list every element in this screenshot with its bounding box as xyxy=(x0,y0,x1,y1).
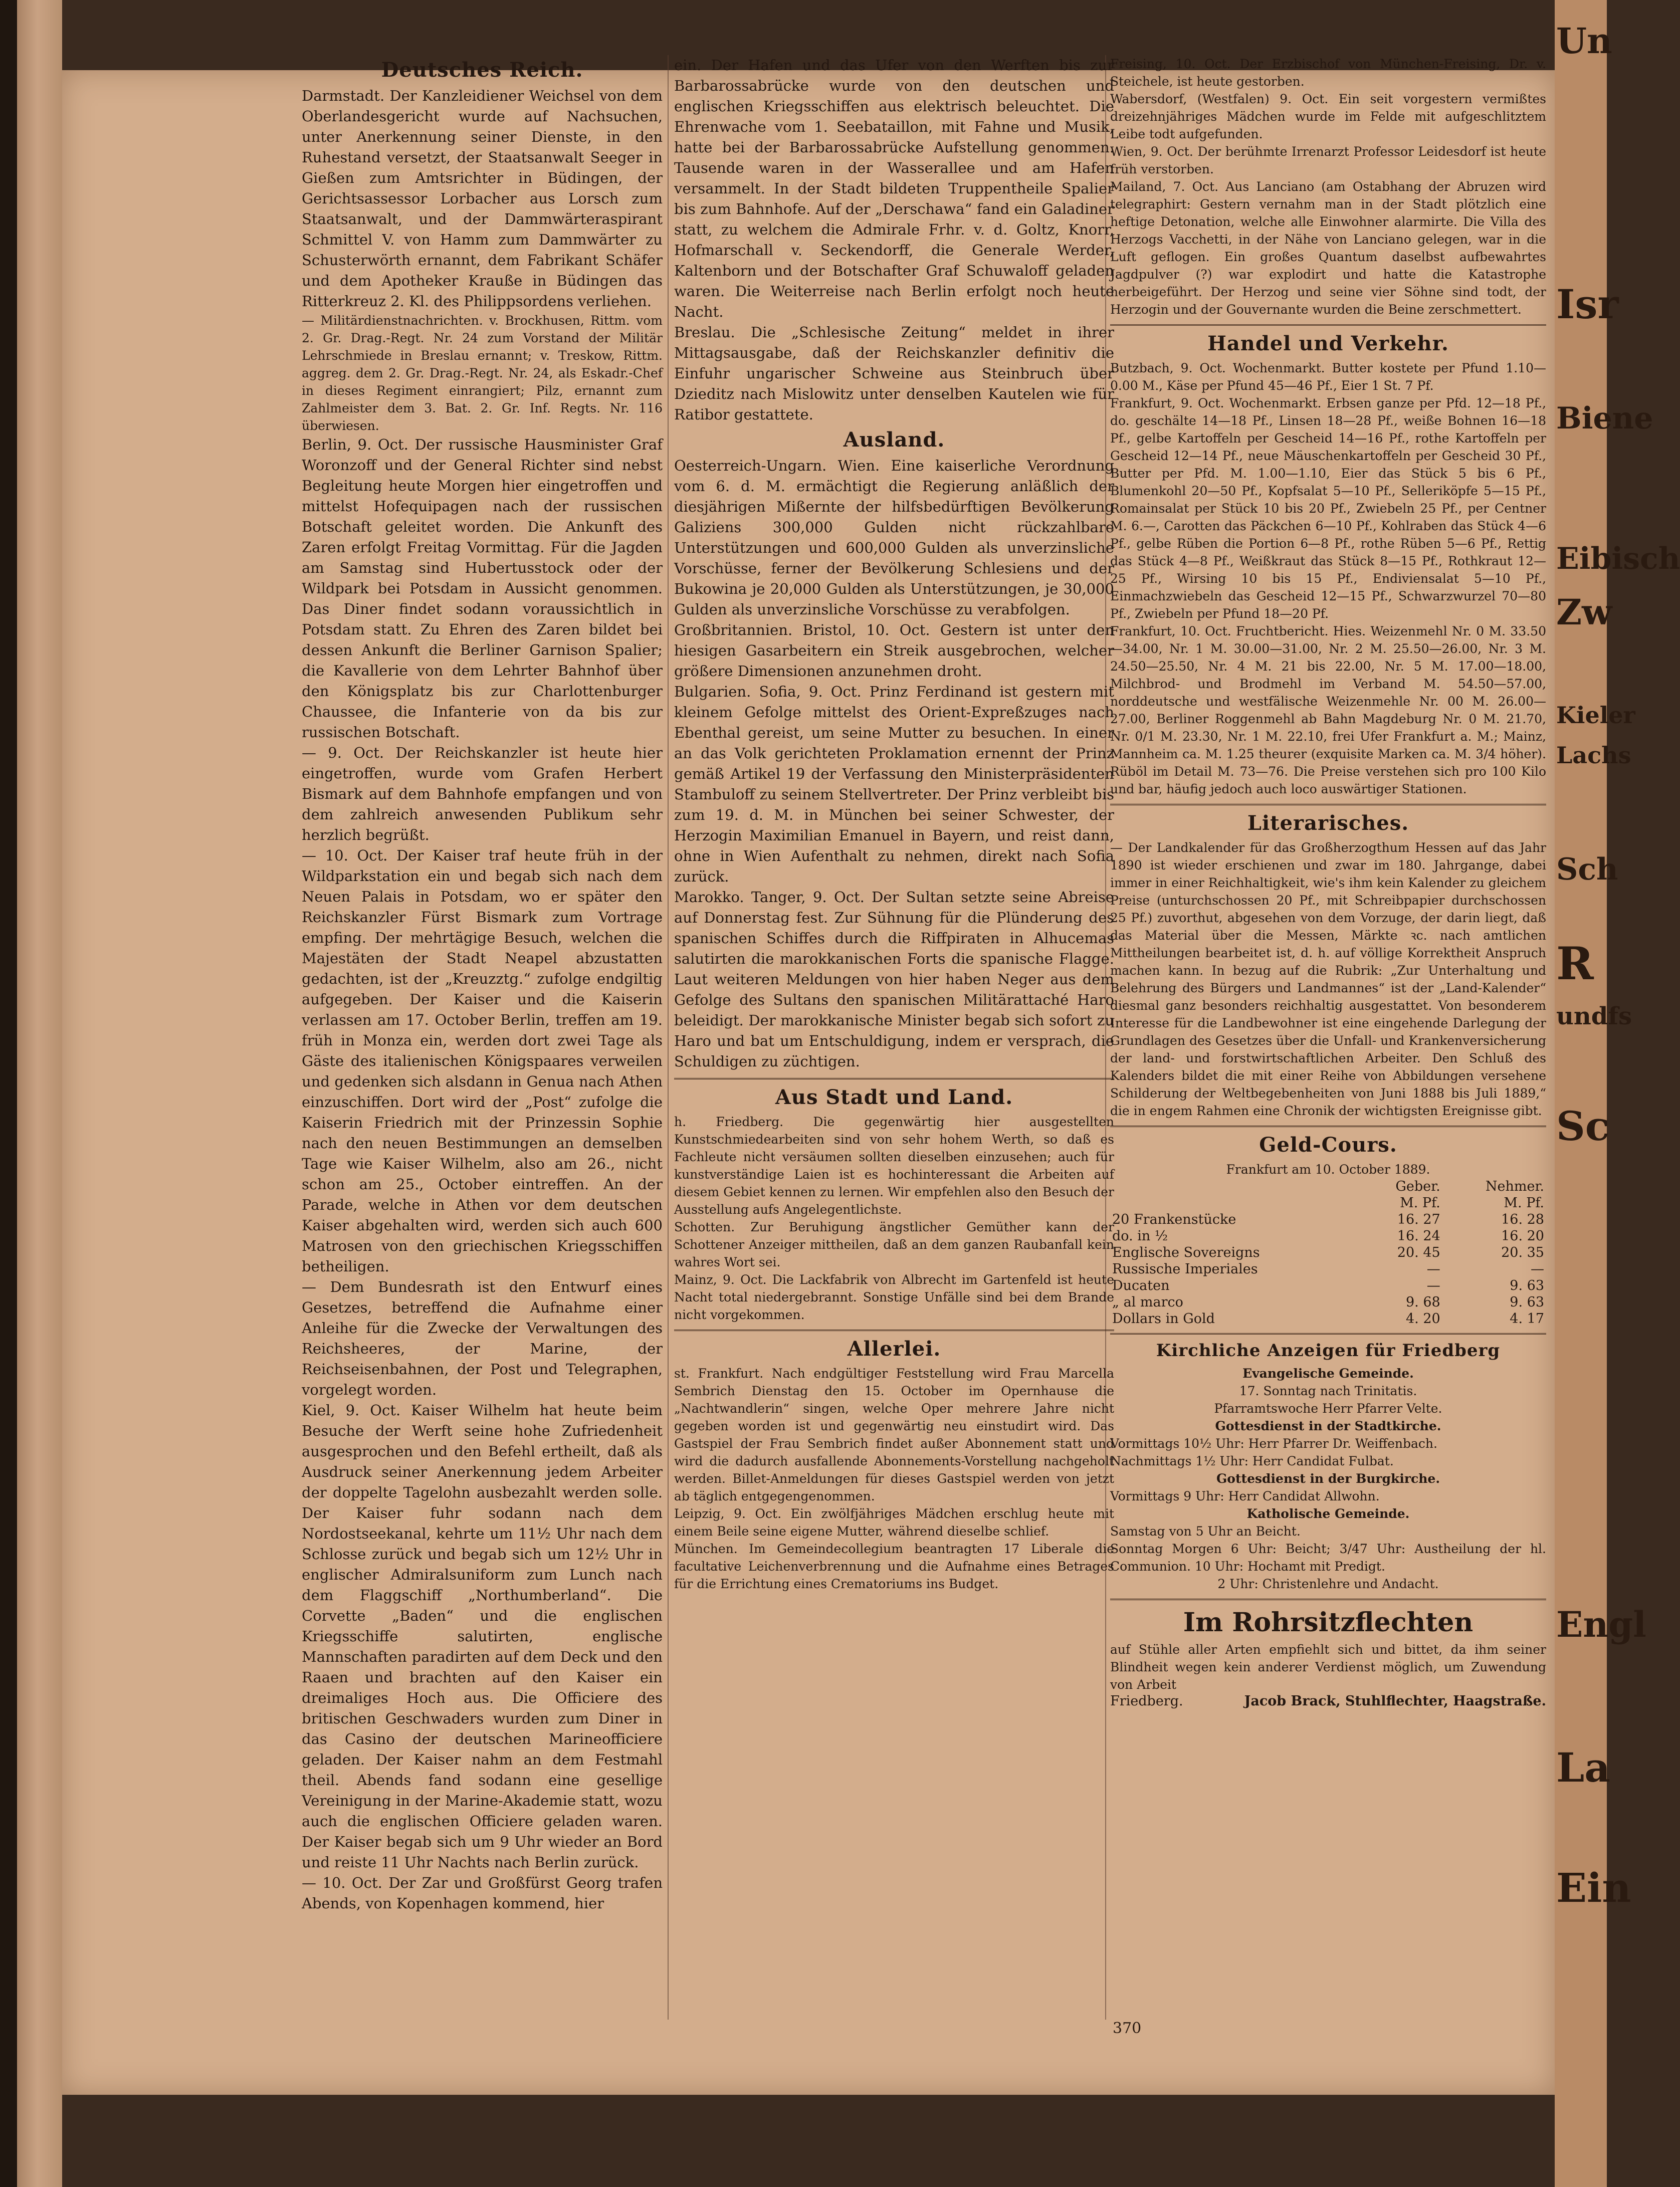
currency-name: do. in ½ xyxy=(1112,1228,1168,1244)
nehmer-value: 16. 28 xyxy=(1501,1212,1544,1227)
page-number: 370 xyxy=(1113,2020,1142,2037)
exchange-rate-table xyxy=(1110,1178,1546,1327)
binding-edge xyxy=(17,0,62,2187)
article-paragraph: Leipzig, 9. Oct. Ein zwölfjähriges Mädchen erschlug heute mit einem Beile seine eigene Mutter, während dieselbe schlief. xyxy=(674,1506,1114,1539)
unit-label: M. Pf. xyxy=(1400,1195,1440,1211)
section-heading-allerlei: Allerlei. xyxy=(847,1337,941,1361)
unit-label: M. Pf. xyxy=(1504,1195,1544,1211)
article-paragraph: — 9. Oct. Der Reichskanzler ist heute hier eingetroffen, wurde vom Grafen Herbert Bismark auf dem Bahnhofe empfangen und von dem zahlreich anwesenden Publikum sehr herzlich begrüßt. xyxy=(302,744,663,843)
adjacent-page-fragment: Lachs xyxy=(1556,742,1631,769)
article-paragraph: Wien, 9. Oct. Der berühmte Irrenarzt Professor Leidesdorf ist heute früh verstorben. xyxy=(1110,144,1546,176)
notice-line: Vormittags 9 Uhr: Herr Candidat Allwohn. xyxy=(1110,1489,1380,1503)
advertisement-text: auf Stühle aller Arten empfiehlt sich und bittet, da ihm seiner Blindheit wegen kein anderer Verdienst möglich, um Zuwendung von Arbeit xyxy=(1110,1642,1546,1692)
article-paragraph: st. Frankfurt. Nach endgültiger Feststellung wird Frau Marcella Sembrich Dienstag den 15. October im Opernhause die „Nachtwandlerin“ singen, welche Oper mehrere Jahre nicht gegeben worden ist und gegenwärtig neu einstudirt wird. Das Gastspiel der Frau Sembrich findet außer Abonnement statt und wird die dadurch ausfallende Abonnements-Vorstellung nachgeholt werden. Billet-Anmeldungen für dieses Gastspiel werden von jetzt ab täglich entgegengenommen. xyxy=(674,1366,1114,1503)
notice-line: Katholische Gemeinde. xyxy=(1246,1506,1410,1521)
nehmer-value: 4. 17 xyxy=(1510,1311,1544,1327)
notice-line: Evangelische Gemeinde. xyxy=(1242,1366,1414,1381)
article-paragraph: Oesterreich-Ungarn. Wien. Eine kaiserliche Verordnung vom 6. d. M. ermächtigt die Regierung anläßlich der diesjährigen Mißernte der hilfsbedürftigen Bevölkerung Galiziens 300,000 Gulden nicht rückzahlbare Unterstützungen und 600,000 Gulden als unverzinsliche Vorschüsse, ferner der Bevölkerung Schlesiens und der Bukowina je 20,000 Gulden als Unterstützungen, je 30,000 Gulden als unverzinsliche Vorschüsse zu verabfolgen. xyxy=(674,457,1114,618)
adjacent-page-fragment: undfs xyxy=(1556,1002,1632,1030)
section-divider xyxy=(1110,804,1546,805)
section-heading-kirchliche-anzeigen: Kirchliche Anzeigen für Friedberg xyxy=(1156,1341,1501,1361)
currency-name: Russische Imperiales xyxy=(1112,1261,1258,1277)
table-unit-row xyxy=(1110,1195,1546,1211)
article-paragraph: — Dem Bundesrath ist den Entwurf eines Gesetzes, betreffend die Aufnahme einer Anleihe für die Zwecke der Verwaltungen des Reichsheeres, der Marine, der Reichseisenbahnen, der Post und Telegraphen, vorgelegt worden. xyxy=(302,1278,663,1398)
geber-value: 16. 24 xyxy=(1397,1228,1440,1244)
book-spine xyxy=(0,0,17,2187)
section-heading-aus-stadt-und-land: Aus Stadt und Land. xyxy=(775,1085,1013,1109)
nehmer-value: 16. 20 xyxy=(1501,1228,1544,1244)
adjacent-page-fragment: Kieler xyxy=(1556,702,1635,729)
table-row xyxy=(1110,1277,1546,1294)
table-row xyxy=(1110,1261,1546,1277)
nehmer-value: 9. 63 xyxy=(1510,1278,1544,1293)
section-divider xyxy=(674,1330,1114,1331)
article-paragraph: Darmstadt. Der Kanzleidiener Weichsel von dem Oberlandesgericht wurde auf Nachsuchen, unter Anerkennung seiner Dienste, in den Ruhestand versetzt, der Staatsanwalt Seeger in Gießen zum Amtsrichter in Büdingen, der Gerichtsassessor Lorbacher aus Lorsch zum Staatsanwalt, und der Dammwärteraspirant Schmittel V. von Hamm zum Dammwärter zu Schusterwörth ernannt, dem Fabrikant Schäfer und dem Apotheker Krauße in Büdingen das Ritterkreuz 2. Kl. des Philippsordens verliehen. xyxy=(302,87,663,310)
adjacent-page-fragment: Biene xyxy=(1556,401,1653,436)
article-paragraph: Freising, 10. Oct. Der Erzbischof von München-Freising, Dr. v. Steichele, ist heute gestorben. xyxy=(1110,57,1546,89)
currency-name: Dollars in Gold xyxy=(1112,1311,1215,1327)
article-paragraph: — 10. Oct. Der Kaiser traf heute früh in der Wildparkstation ein und begab sich nach dem Neuen Palais in Potsdam, wo er später den Reichskanzler Fürst Bismark zum Vortrage empfing. Der mehrtägige Besuch, welchen die Majestäten der Stadt Neapel abzustatten gedachten, ist der „Kreuzztg.“ zufolge endgiltig aufgegeben. Der Kaiser und die Kaiserin verlassen am 17. October Berlin, treffen am 19. früh in Monza ein, werden dort zwei Tage als Gäste des italienischen Königspaares verweilen und gedenken sich alsdann in Genua nach Athen einzuschiffen. Dort wird der „Post“ zufolge die Kaiserin Friedrich mit der Prinzessin Sophie nach den neuen Bestimmungen an demselben Tage wie Kaiser Wilhelm, also am 26., nicht schon am 25., October eintreffen. An der Parade, welche in Athen vor dem deutschen Kaiser abgehalten wird, werden sich auch 600 Matrosen von den griechischen Kriegsschiffen betheiligen. xyxy=(302,847,663,1275)
notice-line: Vormittags 10½ Uhr: Herr Pfarrer Dr. Weiffenbach. xyxy=(1110,1436,1437,1451)
nehmer-value: 20. 35 xyxy=(1501,1245,1544,1260)
table-header-row xyxy=(1110,1178,1546,1195)
article-paragraph: Berlin, 9. Oct. Der russische Hausminister Graf Woronzoff und der General Richter sind nebst Begleitung heute Morgen hier eingetroffen und mittelst Hofequipagen nach der russischen Botschaft geleitet worden. Die Ankunft des Zaren erfolgt Freitag Vormittag. Für die Jagden am Samstag sind Hubertusstock oder der Wildpark bei Potsdam in Aussicht genommen. Das Diner findet sodann voraussichtlich in Potsdam statt. Zu Ehren des Zaren bildet bei dessen Ankunft die Berliner Garnison Spalier; die Kavallerie von dem Lehrter Bahnhof über den Königsplatz bis zur Charlottenburger Chaussee, die Infanterie von da bis zur russischen Botschaft. xyxy=(302,436,663,741)
adjacent-page-fragment: Isr xyxy=(1556,281,1619,328)
article-paragraph: Mailand, 7. Oct. Aus Lanciano (am Ostabhang der Abruzen wird telegraphirt: Gestern vernahm man in der Stadt plötzlich eine heftige Detonation, welche alle Einwohner alarmirte. Die Villa des Herzogs Vacchetti, in der Nähe von Lanciano gelegen, war in die Luft geflogen. Ein großes Quantum daselbst aufbewahrtes Jagdpulver (?) war explodirt und hatte die Katastrophe herbeigeführt. Der Herzog und seine vier Söhne sind todt, der Herzogin und der Gouvernante wurden die Beine zerschmettert. xyxy=(1110,179,1546,317)
table-row xyxy=(1110,1244,1546,1261)
section-heading-deutsches-reich: Deutsches Reich. xyxy=(381,58,583,82)
article-paragraph: Kiel, 9. Oct. Kaiser Wilhelm hat heute beim Besuche der Werft seine hohe Zufriedenheit ausgesprochen und den Befehl ertheilt, daß als Ausdruck seiner Anerkennung jedem Arbeiter der doppelte Tagelohn ausbezahlt werden solle. Der Kaiser fuhr sodann nach dem Nordostseekanal, kehrte um 11½ Uhr nach dem Schlosse zurück und begab sich um 12½ Uhr in englischer Admiralsuniform zum Lunch nach dem Flaggschiff „Northumberland“. Die Corvette „Baden“ und die englischen Kriegsschiffe salutirten, englische Mannschaften paradirten auf dem Deck und den Raaen und brachten auf den Kaiser ein dreimaliges Hoch aus. Die Officiere des britischen Geschwaders wurden zum Diner in das Casino der deutschen Marineofficiere geladen. Der Kaiser nahm an dem Festmahl theil. Abends fand sodann eine gesellige Vereinigung in der Marine-Akademie statt, wozu auch die englischen Officiere geladen waren. Der Kaiser begab sich um 9 Uhr wieder an Bord und reiste 11 Uhr Nachts nach Berlin zurück. xyxy=(302,1402,663,1871)
column-middle xyxy=(674,55,1114,1593)
column-left xyxy=(302,55,663,1914)
article-paragraph: München. Im Gemeindecollegium beantragten 17 Liberale die facultative Leichenverbrennung und die Aufnahme eines Betrages für die Errichtung eines Crematoriums ins Budget. xyxy=(674,1542,1114,1591)
currency-name: Ducaten xyxy=(1112,1278,1170,1293)
article-paragraph: Bulgarien. Sofia, 9. Oct. Prinz Ferdinand ist gestern mit kleinem Gefolge mittelst des Orient-Expreßzuges nach Ebenthal gereist, um seine Mutter zu besuchen. In einer an das Volk gerichteten Proklamation ernennt der Prinz gemäß Artikel 19 der Verfassung den Ministerpräsidenten Stambuloff zu seinem Stellvertreter. Der Prinz verbleibt bis zum 19. d. M. in München bei seiner Schwester, der Herzogin Maximilian Emanuel in Bayern, und reist dann, ohne in Wien Aufenthalt zu nehmen, direkt nach Sofia zurück. xyxy=(674,683,1114,885)
geber-value: — xyxy=(1426,1278,1440,1293)
notice-line: Gottesdienst in der Burgkirche. xyxy=(1216,1471,1440,1486)
adjacent-page-fragment: Zw xyxy=(1556,591,1612,633)
article-paragraph: — Der Landkalender für das Großherzogthum Hessen auf das Jahr 1890 ist wieder erschienen und zwar im 180. Jahrgange, dabei immer in einer Reichhaltigkeit, wie's ihm kein Kalender zu gleichem Preise (unturchschossen 20 Pf., mit Schreibpapier durchschossen 25 Pf.) zuvorthut, abgesehen von dem Vorzuge, der darin liegt, daß das Material über die Messen, Märkte ꝛc. nach amtlichen Mittheilungen bearbeitet ist, d. h. auf völlige Korrektheit Anspruch machen kann. In bezug auf die Rubrik: „Zur Unterhaltung und Belehrung des Bürgers und Landmannes“ ist der „Land-Kalender“ diesmal ganz besonders reichhaltig ausgestattet. Von besonderem Interesse für die Landbewohner ist eine eingehende Darlegung der Grundlagen des Gesetzes über die Unfall- und Krankenversicherung der land- und forstwirtschaftlichen Arbeiter. Den Schluß des Kalenders bildet die mit einer Reihe von Abbildungen versehene Schilderung der Weltbegebenheiten von Juni 1888 bis Juli 1889,“ die in engem Rahmen eine Chronik der wichtigsten Ereignisse gibt. xyxy=(1110,840,1546,1118)
adjacent-page-fragment: Eibisch xyxy=(1556,541,1680,576)
article-paragraph: — Militärdienstnachrichten. v. Brockhusen, Rittm. vom 2. Gr. Drag.-Regt. Nr. 24 zum Vorstand der Militär Lehrschmiede in Breslau ernannt; v. Treskow, Rittm. aggreg. dem 2. Gr. Drag.-Regt. Nr. 24, als Eskadr.-Chef in dieses Regiment einrangiert; Pilz, ernannt zum Zahlmeister dem 3. Bat. 2. Gr. Inf. Regts. Nr. 116 überwiesen. xyxy=(302,313,663,433)
advertisement-place: Friedberg. xyxy=(1110,1693,1183,1709)
article-paragraph: ein. Der Hafen und das Ufer von den Werften bis zur Barbarossabrücke wurde von den deutschen und englischen Kriegsschiffen aus elektrisch beleuchtet. Die Ehrenwache vom 1. Seebataillon, mit Fahne und Musik, hatte bei der Barbarossabrücke Aufstellung genommen. Tausende waren in der Wasserallee und am Hafen versammelt. In der Stadt bildeten Truppentheile Spalier bis zum Bahnhofe. Auf der „Derschawa“ fand ein Galadiner statt, zu welchem die Admirale Frhr. v. d. Goltz, Knorr, Hofmarschall v. Seckendorff, die Generale Werder, Kaltenborn und der Botschafter Graf Schuwaloff geladen waren. Die Weiterreise nach Berlin erfolgt noch heute Nacht. xyxy=(674,57,1114,320)
advertisement-name: Jacob Brack, Stuhlflechter, Haagstraße. xyxy=(1244,1693,1546,1709)
exchange-date: Frankfurt am 10. October 1889. xyxy=(1226,1162,1430,1177)
currency-name: Englische Sovereigns xyxy=(1112,1245,1260,1260)
geber-value: 16. 27 xyxy=(1397,1212,1440,1227)
article-paragraph: Frankfurt, 9. Oct. Wochenmarkt. Erbsen ganze per Pfd. 12—18 Pf., do. geschälte 14—18 Pf., Linsen 18—28 Pf., weiße Bohnen 16—18 Pf., gelbe Kartoffeln per Gescheid 14—16 Pf., rothe Kartoffeln per Gescheid 12—14 Pf., neue Mäuschenkartoffeln per Gescheid 30 Pf., Butter per Pfd. M. 1.00—1.10, Eier das Stück 5 bis 6 Pf., Blumenkohl 20—50 Pf., Kopfsalat 5—10 Pf., Selleriköpfe 5—15 Pf., Romainsalat per Stück 10 bis 20 Pf., Zwiebeln 25 Pf., per Centner M. 6.—, Carotten das Päckchen 6—10 Pf., Kohlraben das Stück 4—6 Pf., gelbe Rüben die Portion 6—8 Pf., rothe Rüben 5—6 Pf., Rettig das Stück 4—8 Pf., Weißkraut das Stück 8—15 Pf., Rothkraut 12—25 Pf., Wirsing 10 bis 15 Pf., Endiviensalat 5—10 Pf., Einmachzwiebeln das Gescheid 12—15 Pf., Schwarzwurzel 70—80 Pf., Zwiebeln per Pfund 18—20 Pf. xyxy=(1110,396,1546,621)
section-heading-literarisches: Literarisches. xyxy=(1247,811,1409,835)
article-paragraph: Mainz, 9. Oct. Die Lackfabrik von Albrecht im Gartenfeld ist heute Nacht total niedergebrannt. Sonstige Unfälle sind bei dem Brande nicht vorgekommen. xyxy=(674,1272,1114,1322)
notice-line: Pfarramtswoche Herr Pfarrer Velte. xyxy=(1214,1401,1442,1416)
article-paragraph: h. Friedberg. Die gegenwärtig hier ausgestellten Kunstschmiedearbeiten sind von sehr hohem Werth, so daß es Fachleute nicht versäumen sollten dieselben einzusehen; auch für kunstverständige Laien ist es hochinteressant die Arbeiten auf diesem Gebiet kennen zu lernen. Wir empfehlen also den Besuch der Ausstellung aufs Angelegentlichste. xyxy=(674,1115,1114,1217)
adjacent-page-fragment: Ein xyxy=(1556,1864,1631,1911)
adjacent-page-fragment: Engl xyxy=(1556,1604,1646,1645)
article-paragraph: Großbritannien. Bristol, 10. Oct. Gestern ist unter den hiesigen Gasarbeitern ein Streik ausgebrochen, welcher größere Dimensionen anzunehmen droht. xyxy=(674,621,1114,680)
notice-line: 17. Sonntag nach Trinitatis. xyxy=(1239,1384,1417,1398)
section-divider xyxy=(674,1078,1114,1079)
notice-line: Sonntag Morgen 6 Uhr: Beicht; 3/47 Uhr: Austheilung der hl. Communion. 10 Uhr: Hochamt mit Predigt. xyxy=(1110,1542,1546,1574)
table-row xyxy=(1110,1211,1546,1228)
column-rule-1 xyxy=(668,55,669,2020)
article-paragraph: Marokko. Tanger, 9. Oct. Der Sultan setzte seine Abreise auf Donnerstag fest. Zur Sühnung für die Plünderung des spanischen Schiffes durch die Riffpiraten in Alhucemas salutirten die marokkanischen Forts die spanische Flagge. Laut weiteren Meldungen von hier haben Neger aus dem Gefolge des Sultans den spanischen Militärattaché Haro beleidigt. Der marokkanische Minister begab sich sofort zu Haro und bat um Entschuldigung, indem er versprach, die Schuldigen zu züchtigen. xyxy=(674,889,1114,1070)
geber-value: 4. 20 xyxy=(1405,1311,1440,1327)
nehmer-value: — xyxy=(1531,1261,1544,1277)
section-divider xyxy=(1110,324,1546,326)
section-divider xyxy=(1110,1126,1546,1127)
article-paragraph: Breslau. Die „Schlesische Zeitung“ meldet in ihrer Mittagsausgabe, daß der Reichskanzler definitiv die Einfuhr ungarischer Schweine aus Steinbruch über Dzieditz nach Mislowitz unter denselben Kautelen wie für Ratibor gestattete. xyxy=(674,324,1114,423)
advertisement-footer xyxy=(1110,1693,1546,1709)
adjacent-page-fragment: Un xyxy=(1556,20,1612,62)
adjacent-page-fragment: Sc xyxy=(1556,1103,1610,1150)
geber-value: 20. 45 xyxy=(1397,1245,1440,1260)
article-paragraph: Butzbach, 9. Oct. Wochenmarkt. Butter kostete per Pfund 1.10—0.00 M., Käse per Pfund 45—46 Pf., Eier 1 St. 7 Pf. xyxy=(1110,361,1546,393)
section-heading-geld-cours: Geld-Cours. xyxy=(1259,1133,1397,1157)
article-paragraph: — 10. Oct. Der Zar und Großfürst Georg trafen Abends, von Kopenhagen kommend, hier xyxy=(302,1874,663,1912)
section-divider xyxy=(1110,1599,1546,1600)
table-row xyxy=(1110,1228,1546,1244)
notice-line: Samstag von 5 Uhr an Beicht. xyxy=(1110,1524,1301,1539)
nehmer-value: 9. 63 xyxy=(1510,1294,1544,1310)
article-paragraph: Wabersdorf, (Westfalen) 9. Oct. Ein seit vorgestern vermißtes dreizehnjähriges Mädchen wurde im Felde mit aufgeschlitztem Leibe todt aufgefunden. xyxy=(1110,92,1546,141)
article-paragraph: Frankfurt, 10. Oct. Fruchtbericht. Hies. Weizenmehl Nr. 0 M. 33.50—34.00, Nr. 1 M. 30.00—31.00, Nr. 2 M. 25.50—26.00, Nr. 3 M. 24.50—25.50, Nr. 4 M. 21 bis 22.00, Nr. 5 M. 17.00—18.00, Milchbrod- und Brodmehl im Verband M. 54.50—57.00, norddeutsche und westfälische Weizenmehle Nr. 00 M. 26.00—27.00, Berliner Roggenmehl ab Bahn Magdeburg Nr. 0 M. 21.70, Nr. 0/1 M. 23.30, Nr. 1 M. 22.10, frei Ufer Frankfurt a. M.; Mainz, Mannheim ca. M. 1.25 theurer (exquisite Marken ca. M. 3/4 höher). Rüböl im Detail M. 73—76. Die Preise verstehen sich pro 100 Kilo und bar, häufig jedoch auch loco auswärtiger Stationen. xyxy=(1110,624,1546,796)
table-row xyxy=(1110,1294,1546,1310)
table-row xyxy=(1110,1310,1546,1327)
column-header: Geber. xyxy=(1395,1179,1440,1194)
adjacent-page-fragment: Sch xyxy=(1556,852,1618,887)
adjacent-page-fragment: La xyxy=(1556,1744,1611,1791)
article-paragraph: Schotten. Zur Beruhigung ängstlicher Gemüther kann der Schottener Anzeiger mittheilen, daß an dem ganzen Raubanfall kein wahres Wort sei. xyxy=(674,1220,1114,1269)
advertisement-title: Im Rohrsitzflechten xyxy=(1183,1607,1474,1638)
notice-line: 2 Uhr: Christenlehre und Andacht. xyxy=(1217,1577,1439,1591)
column-header: Nehmer. xyxy=(1485,1179,1544,1194)
notice-line: Gottesdienst in der Stadtkirche. xyxy=(1215,1419,1441,1433)
geber-value: 9. 68 xyxy=(1405,1294,1440,1310)
geber-value: — xyxy=(1426,1261,1440,1277)
adjacent-page-fragment: R xyxy=(1556,937,1594,990)
section-divider xyxy=(1110,1333,1546,1335)
currency-name: 20 Frankenstücke xyxy=(1112,1212,1236,1227)
section-heading-handel: Handel und Verkehr. xyxy=(1207,332,1449,355)
adjacent-page-strip xyxy=(1555,0,1610,2187)
column-right xyxy=(1110,55,1546,1709)
notice-line: Nachmittags 1½ Uhr: Herr Candidat Fulbat. xyxy=(1110,1454,1394,1468)
section-heading-ausland: Ausland. xyxy=(843,428,945,452)
currency-name: „ al marco xyxy=(1112,1294,1183,1310)
